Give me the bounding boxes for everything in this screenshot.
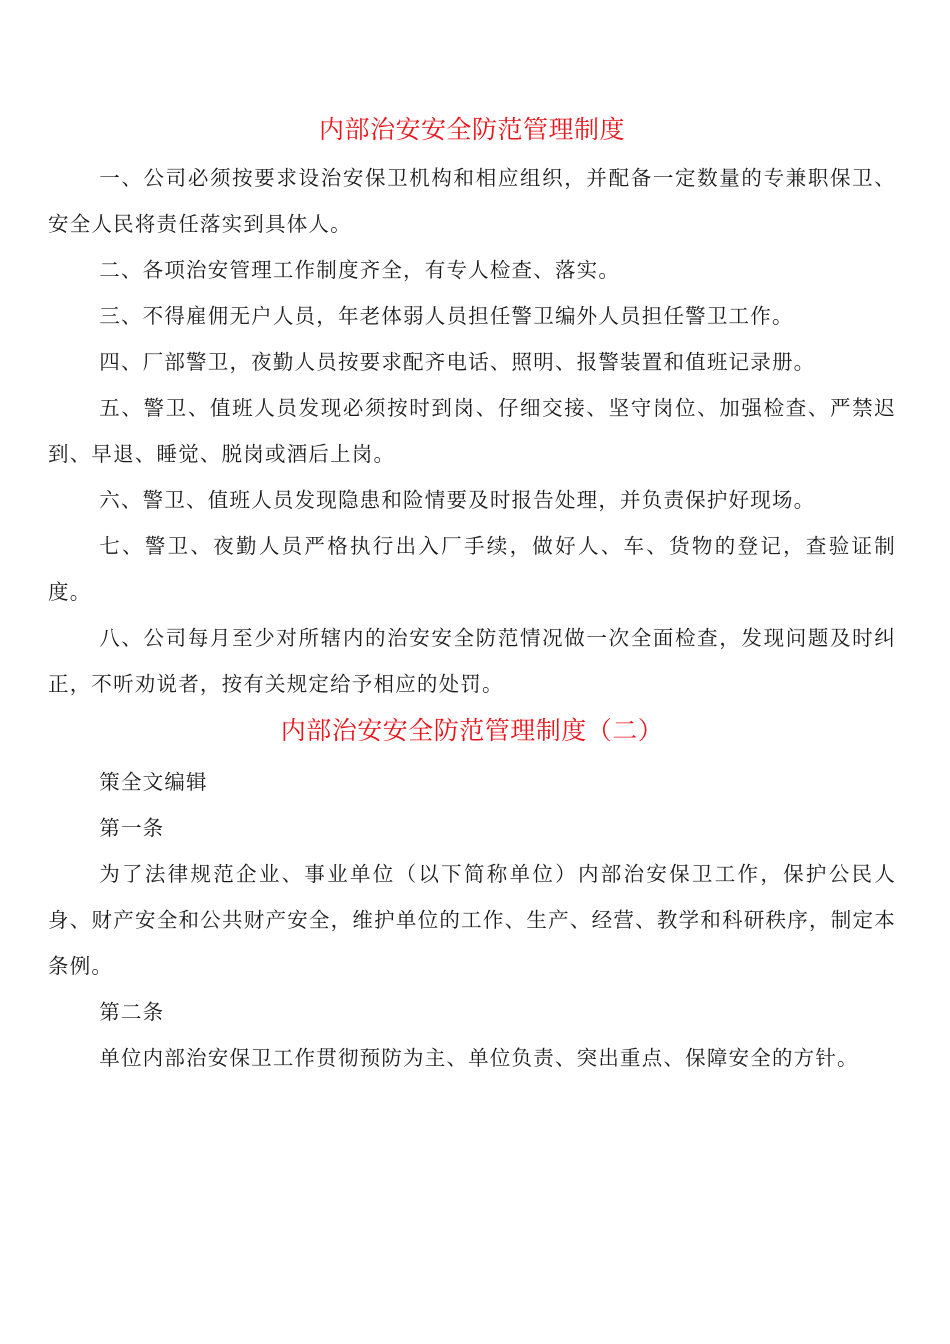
section2-paragraph-4: 第二条 <box>99 1000 165 1024</box>
section1-paragraph-6: 六、警卫、值班人员发现隐患和险情要及时报告处理，并负责保护好现场。 <box>99 488 816 512</box>
section1-paragraph-1: 一、公司必须按要求设治安保卫机构和相应组织，并配备一定数量的专兼职保卫、安全人民将责任落实到具体人。 <box>48 166 896 236</box>
section1-paragraph-5: 五、警卫、值班人员发现必须按时到岗、仔细交接、坚守岗位、加强检查、严禁迟到、早退、睡觉、脱岗或酒后上岗。 <box>48 396 896 466</box>
section2-paragraph-3: 为了法律规范企业、事业单位（以下简称单位）内部治安保卫工作，保护公民人身、财产安全和公共财产安全，维护单位的工作、生产、经营、教学和科研秩序，制定本条例。 <box>48 862 896 978</box>
document-page <box>48 110 896 1081</box>
section1-title: 内部治安安全防范管理制度 <box>318 115 625 144</box>
section2-title: 内部治安安全防范管理制度（二） <box>280 716 664 745</box>
section1-paragraph-7: 七、警卫、夜勤人员严格执行出入厂手续，做好人、车、货物的登记，查验证制度。 <box>48 534 896 604</box>
section1-paragraph-8: 八、公司每月至少对所辖内的治安安全防范情况做一次全面检查，发现问题及时纠正，不听劝说者，按有关规定给予相应的处罚。 <box>48 626 896 696</box>
section1-paragraph-2: 二、各项治安管理工作制度齐全，有专人检查、落实。 <box>99 258 621 282</box>
section1-paragraph-4: 四、厂部警卫，夜勤人员按要求配齐电话、照明、报警装置和值班记录册。 <box>99 350 816 374</box>
section2-paragraph-2: 第一条 <box>99 816 165 840</box>
section2-paragraph-1: 策全文编辑 <box>99 770 208 794</box>
section2-paragraph-5: 单位内部治安保卫工作贯彻预防为主、单位负责、突出重点、保障安全的方针。 <box>99 1046 859 1070</box>
section1-paragraph-3: 三、不得雇佣无户人员，年老体弱人员担任警卫编外人员担任警卫工作。 <box>99 304 794 328</box>
